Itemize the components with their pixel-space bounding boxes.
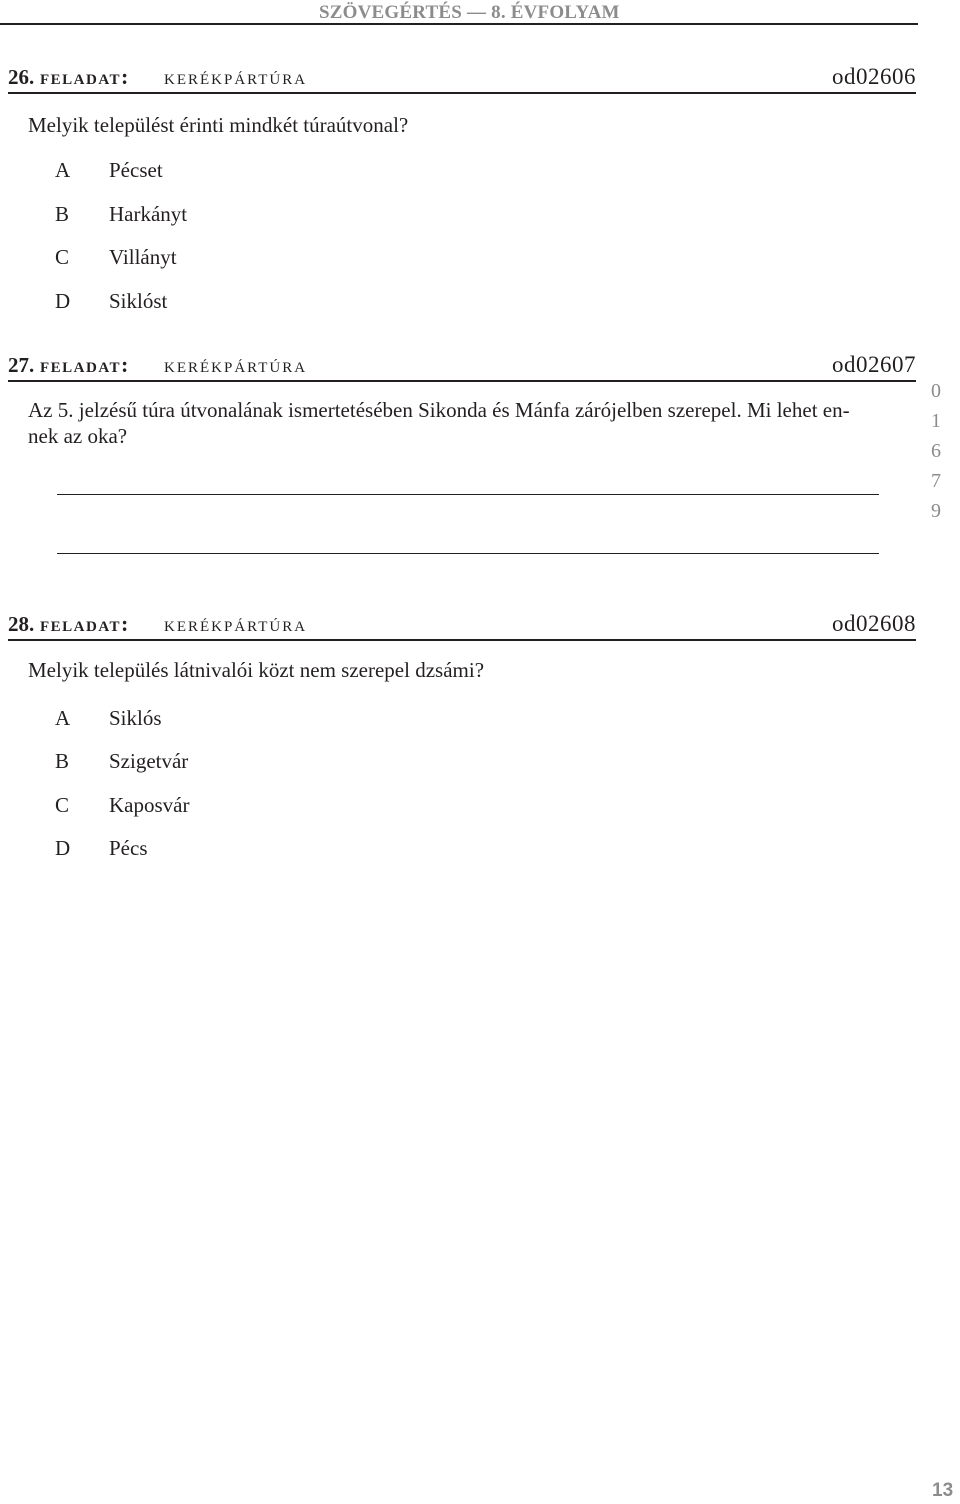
task-28-question: Melyik település látnivalói közt nem szerepel dzsámi? xyxy=(28,658,485,682)
score-code-7: 7 xyxy=(931,470,941,492)
task-code: od02607 xyxy=(832,352,916,377)
option-letter: A xyxy=(55,706,71,730)
option-text: Pécs xyxy=(109,836,148,860)
option-letter: C xyxy=(55,793,70,817)
answer-line-2[interactable] xyxy=(57,553,879,554)
task-header-27 xyxy=(8,352,916,382)
task-number: 27. xyxy=(8,353,35,377)
option-letter: B xyxy=(55,202,70,226)
running-head: SZÖVEGÉRTÉS — 8. ÉVFOLYAM xyxy=(319,2,620,23)
option-text: Kaposvár xyxy=(109,793,190,817)
task-27-question-line-1: Az 5. jelzésű túra útvonalának ismertetésében Sikonda és Mánfa zárójelben szerepel. Mi lehet en- xyxy=(28,398,850,422)
option-letter: C xyxy=(55,245,70,269)
task-topic: kerékpártúra xyxy=(164,352,308,377)
option-text: Siklós xyxy=(109,706,162,730)
option-letter: B xyxy=(55,749,70,773)
page-number: 13 xyxy=(932,1480,954,1501)
score-codes xyxy=(928,376,944,526)
option-text: Harkányt xyxy=(109,202,188,226)
header-rule xyxy=(0,23,918,25)
task-header-28 xyxy=(8,611,916,641)
score-code-6: 6 xyxy=(931,440,941,462)
task-label: feladat: xyxy=(40,64,130,89)
task-label: feladat: xyxy=(40,611,130,636)
task-topic: kerékpártúra xyxy=(164,611,308,636)
task-number: 28. xyxy=(8,612,35,636)
score-code-1: 1 xyxy=(931,410,941,432)
score-code-9: 9 xyxy=(931,500,941,522)
task-27-question-line-2: nek az oka? xyxy=(28,424,128,448)
task-code: od02608 xyxy=(832,611,916,636)
task-header-26 xyxy=(8,64,916,94)
option-letter: D xyxy=(55,289,71,313)
task-code: od02606 xyxy=(832,64,916,89)
task-26-question: Melyik települést érinti mindkét túraútvonal? xyxy=(28,113,409,137)
task-27-question xyxy=(28,397,898,449)
option-letter: A xyxy=(55,158,71,182)
option-text: Villányt xyxy=(109,245,177,269)
option-text: Szigetvár xyxy=(109,749,189,773)
score-code-0: 0 xyxy=(931,380,941,402)
option-text: Pécset xyxy=(109,158,163,182)
option-letter: D xyxy=(55,836,71,860)
answer-line-1[interactable] xyxy=(57,494,879,495)
task-label: feladat: xyxy=(40,352,130,377)
option-text: Siklóst xyxy=(109,289,168,313)
task-number: 26. xyxy=(8,65,35,89)
task-topic: kerékpártúra xyxy=(164,64,308,89)
